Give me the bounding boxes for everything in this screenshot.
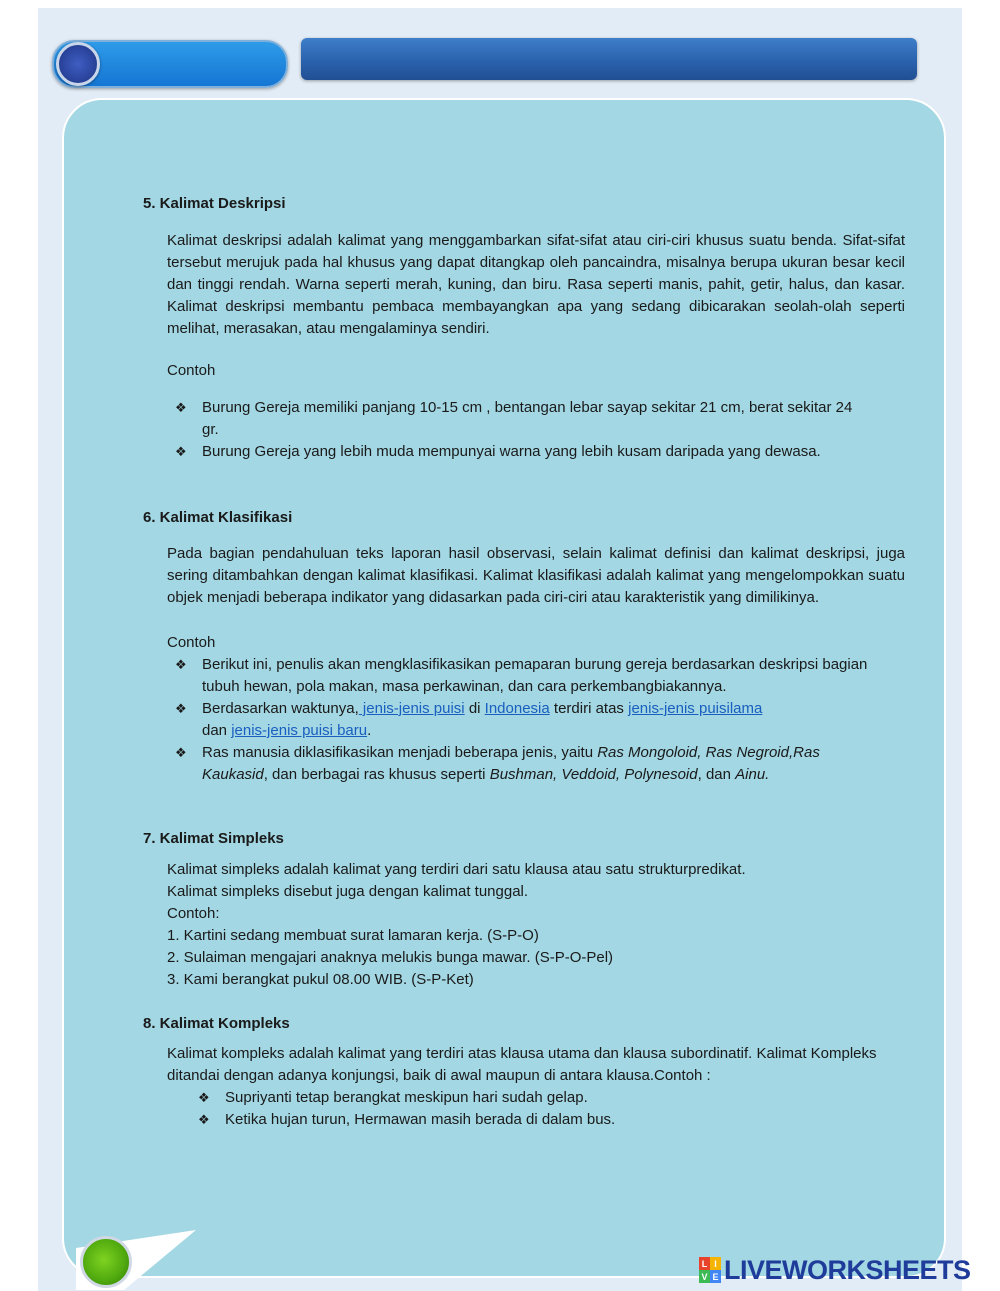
- list-item: ❖ Burung Gereja memiliki panjang 10-15 cm , bentangan lebar sayap sekitar 21 cm, berat sekitar 24 gr.: [175, 399, 853, 438]
- link-indonesia[interactable]: Indonesia: [484, 700, 550, 717]
- heading-kalimat-simpleks: 7. Kalimat Simpleks: [143, 830, 284, 847]
- text-line: Kalimat simpleks adalah kalimat yang terdiri dari satu klausa atau satu strukturpredikat.: [167, 861, 746, 878]
- header-circle-icon: [56, 42, 100, 86]
- text-line: Kalimat simpleks disebut juga dengan kalimat tunggal.: [167, 883, 529, 900]
- paragraph-kompleks: Kalimat kompleks adalah kalimat yang terdiri atas klausa utama dan klausa subordinatif. Kalimat Kompleks ditandai dengan adanya konjungsi, baik di awal maupun di antara klausa.Contoh :: [167, 1045, 877, 1084]
- footer-circle-icon: [80, 1236, 132, 1288]
- logo-mark-icon: L I V E: [699, 1257, 721, 1283]
- diamond-bullet-icon: ❖: [198, 1112, 210, 1127]
- paragraph-klasifikasi: Pada bagian pendahuluan teks laporan hasil observasi, selain kalimat definisi dan kalimat deskripsi, juga sering ditambahkan dengan kalimat klasifikasi. Kalimat klasifikasi adalah kalimat yang mengelompokkan suatu objek menjadi beberapa indikator yang didasarkan pada ciri-ciri atau karakteristik yang dimilikinya.: [167, 545, 905, 606]
- link-jenis-jenis-puisi-baru[interactable]: jenis-jenis puisi baru: [231, 722, 368, 739]
- heading-kalimat-klasifikasi: 6. Kalimat Klasifikasi: [143, 509, 293, 526]
- diamond-bullet-icon: ❖: [175, 657, 187, 672]
- bullet-list-kompleks: [190, 1087, 870, 1131]
- example-label: Contoh: [167, 634, 216, 651]
- text-line: Contoh:: [167, 905, 220, 922]
- text-line: 3. Kami berangkat pukul 08.00 WIB. (S-P-Ket): [167, 971, 474, 988]
- list-item: ❖ Ketika hujan turun, Hermawan masih berada di dalam bus.: [190, 1109, 870, 1131]
- text-line: 1. Kartini sedang membuat surat lamaran kerja. (S-P-O): [167, 927, 539, 944]
- bullet-list-deskripsi: [167, 397, 857, 463]
- example-label: Contoh: [167, 362, 216, 379]
- bullet-list-klasifikasi: [167, 654, 877, 786]
- heading-kalimat-kompleks: 8. Kalimat Kompleks: [143, 1015, 290, 1032]
- liveworksheets-logo[interactable]: [699, 1254, 971, 1286]
- list-item: ❖ Ras manusia diklasifikasikan menjadi beberapa jenis, yaitu Ras Mongoloid, Ras Negroid,Ras Kaukasid, dan berbagai ras khusus seperti Bushman, Veddoid, Polynesoid, dan Ainu.: [175, 744, 820, 783]
- link-jenis-jenis-puisi-lama[interactable]: jenis-jenis puisilama: [628, 700, 763, 717]
- link-jenis-jenis-puisi[interactable]: jenis-jenis puisi: [358, 700, 465, 717]
- heading-kalimat-deskripsi: 5. Kalimat Deskripsi: [143, 195, 286, 212]
- diamond-bullet-icon: ❖: [198, 1090, 210, 1105]
- header-title-bar: [301, 38, 917, 80]
- paragraph-deskripsi: Kalimat deskripsi adalah kalimat yang menggambarkan sifat-sifat atau ciri-ciri khusus suatu benda. Sifat-sifat tersebut merujuk pada hal khusus yang dapat ditangkap oleh pancaindra, misalnya berupa ukuran besar kecil dan tinggi rendah. Warna seperti merah, kuning, dan biru. Rasa seperti manis, pahit, getir, halus, dan kasar. Kalimat deskripsi membantu pembaca membayangkan apa yang sedang dibicarakan seolah-olah seperti melihat, merasakan, atau mengalaminya sendiri.: [167, 232, 905, 337]
- diamond-bullet-icon: ❖: [175, 444, 187, 459]
- diamond-bullet-icon: ❖: [175, 400, 187, 415]
- diamond-bullet-icon: ❖: [175, 701, 187, 716]
- text-line: 2. Sulaiman mengajari anaknya melukis bunga mawar. (S-P-O-Pel): [167, 949, 614, 966]
- simpleks-body: [167, 859, 905, 991]
- list-item: ❖ Berikut ini, penulis akan mengklasifikasikan pemaparan burung gereja berdasarkan deskripsi bagian tubuh hewan, pola makan, masa perkawinan, dan cara perkembangbiakannya.: [175, 656, 868, 695]
- logo-text: LIVEWORKSHEETS: [724, 1254, 971, 1285]
- list-item: ❖ Burung Gereja yang lebih muda mempunyai warna yang lebih kusam daripada yang dewasa.: [167, 441, 857, 463]
- list-item: ❖ Berdasarkan waktunya, jenis-jenis puisi di Indonesia terdiri atas jenis-jenis puisilama dan jenis-jenis puisi baru.: [175, 700, 763, 739]
- list-item: ❖ Supriyanti tetap berangkat meskipun hari sudah gelap.: [190, 1087, 870, 1109]
- diamond-bullet-icon: ❖: [175, 745, 187, 760]
